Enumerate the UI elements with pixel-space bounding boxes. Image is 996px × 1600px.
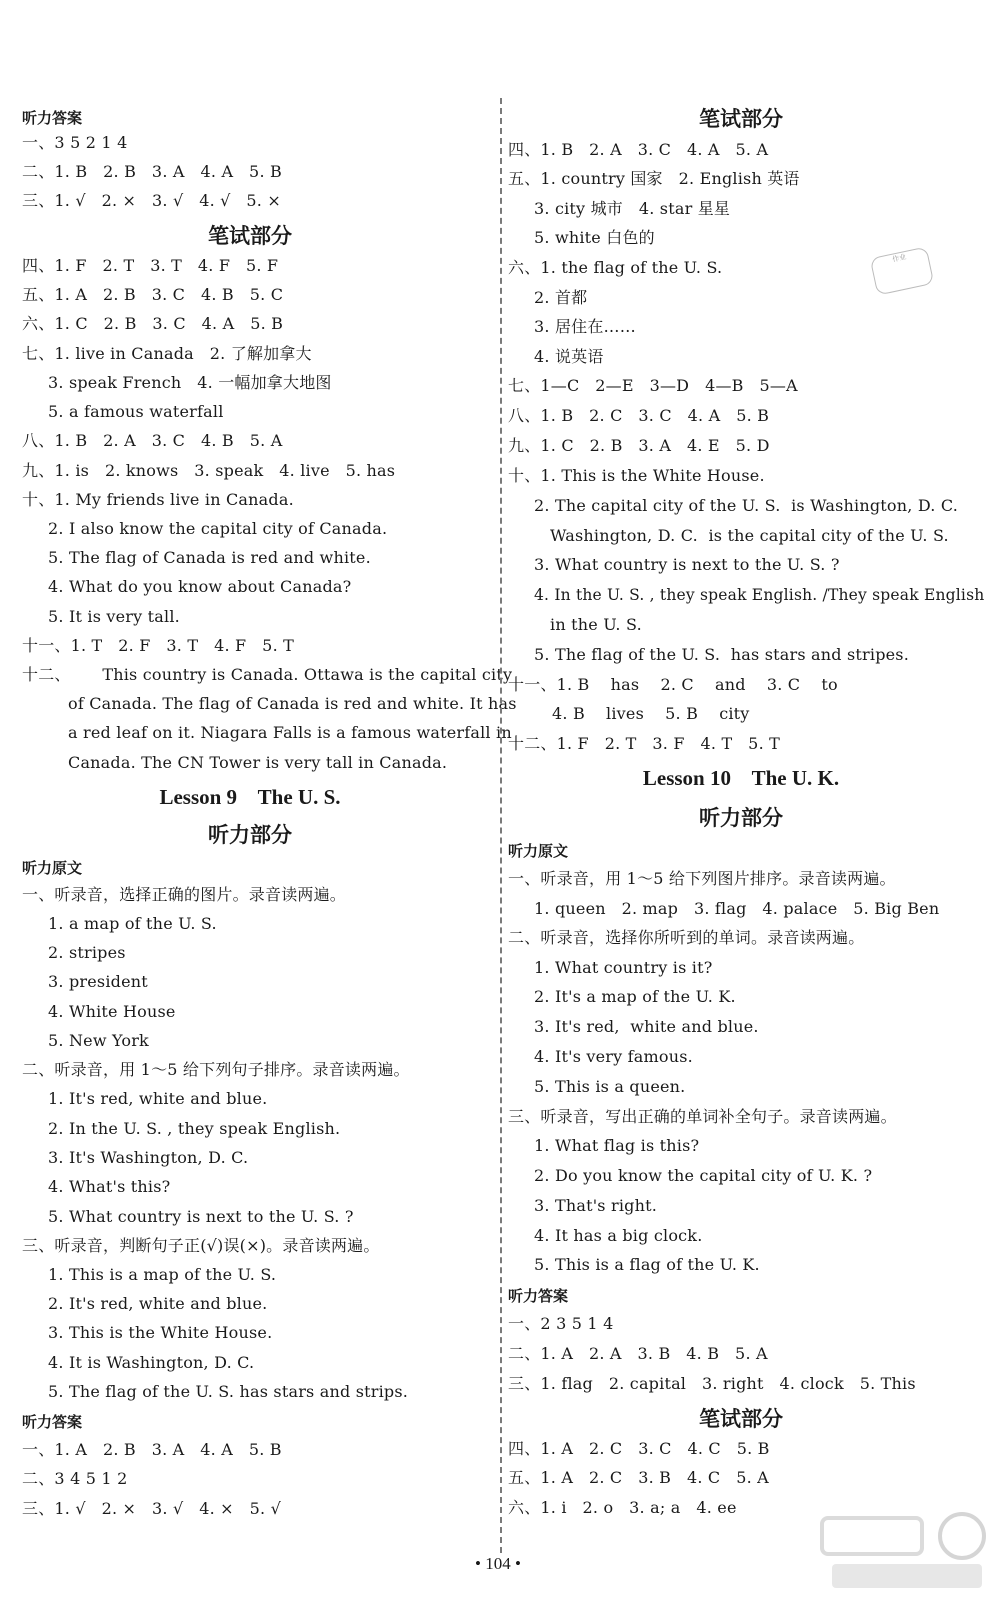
answer-line: 5. a famous waterfall [48,402,224,421]
written-section-heading: 笔试部分 [208,224,292,248]
question-line: 5. This is a flag of the U. K. [534,1255,760,1274]
answer-line: 十二、 This country is Canada. Ottawa is the capital city [22,665,513,684]
answer-line: 3. What country is next to the U. S. ? [534,555,840,574]
question-line: 3. It's Washington, D. C. [48,1148,249,1167]
answer-line: 三、1. √ 2. × 3. √ 4. × 5. √ [22,1499,281,1518]
page-number: • 104 • [475,1554,521,1573]
answer-line: 五、1. country 国家 2. English 英语 [508,169,800,188]
answer-line: 二、1. A 2. A 3. B 4. B 5. A [508,1344,768,1363]
question-line: 4. It's very famous. [534,1047,693,1066]
answer-line: 4. In the U. S. , they speak English. /They speak English [534,586,985,604]
answer-line: 十二、1. F 2. T 3. F 4. T 5. T [508,734,781,753]
answer-line: 2. The capital city of the U. S. is Washington, D. C. [534,496,959,515]
question-line: 一、听录音，选择正确的图片。录音读两遍。 [22,885,347,904]
answer-line: 3. city 城市 4. star 星星 [534,199,731,218]
written-section-heading: 笔试部分 [699,1407,783,1431]
answer-line: 5. The flag of the U. S. has stars and stripes. [534,645,910,664]
watermark-logo [812,1506,992,1596]
answer-line: 2. I also know the capital city of Canada. [48,519,388,538]
question-line: 二、听录音，选择你所听到的单词。录音读两遍。 [508,928,865,947]
lesson-10-title: Lesson 10 The U. K. [642,766,840,790]
question-line: 5. This is a queen. [534,1077,686,1096]
lesson-9-title: Lesson 9 The U. S. [159,785,341,809]
question-line: 3. This is the White House. [48,1323,273,1342]
answer-line: 五、1. A 2. B 3. C 4. B 5. C [22,285,284,304]
answer-line: 六、1. the flag of the U. S. [508,258,723,277]
answer-line: 八、1. B 2. A 3. C 4. B 5. A [22,431,283,450]
stamp-text: 作业 [891,252,907,264]
answer-line: 二、1. B 2. B 3. A 4. A 5. B [22,162,282,181]
question-line: 4. White House [48,1002,176,1021]
stamp-logo [870,246,935,295]
answer-line: 十、1. This is the White House. [508,466,765,485]
answer-line: 二、3 4 5 1 2 [22,1469,128,1488]
listening-text-heading: 听力原文 [508,842,569,860]
answer-line: 5. It is very tall. [48,607,180,626]
answer-line: 4. B lives 5. B city [552,704,750,723]
answer-line: of Canada. The flag of Canada is red and white. It has [68,694,517,713]
question-line: 三、听录音，写出正确的单词补全句子。录音读两遍。 [508,1107,897,1126]
question-line: 2. stripes [48,943,126,962]
answer-line: Canada. The CN Tower is very tall in Canada. [68,753,448,772]
answer-line: 5. white 白色的 [534,228,655,247]
answer-line: 四、1. B 2. A 3. C 4. A 5. A [508,140,769,159]
answer-line: 十、1. My friends live in Canada. [22,490,294,509]
question-line: 一、听录音，用 1～5 给下列图片排序。录音读两遍。 [508,869,896,888]
answer-line: 八、1. B 2. C 3. C 4. A 5. B [508,406,770,425]
answer-line: 四、1. F 2. T 3. T 4. F 5. F [22,256,279,275]
question-line: 4. What's this? [48,1177,171,1196]
answer-line: 4. What do you know about Canada? [48,577,352,596]
question-line: 2. It's a map of the U. K. [534,987,736,1006]
answer-line: 五、1. A 2. C 3. B 4. C 5. A [508,1468,769,1487]
question-line: 1. What country is it? [534,958,713,977]
listening-answers-heading: 听力答案 [508,1287,569,1305]
question-line: 3. It's red, white and blue. [534,1017,759,1036]
answer-line: 九、1. is 2. knows 3. speak 4. live 5. has [22,461,396,480]
answer-line: 3. 居住在…… [534,317,636,336]
question-line: 1. queen 2. map 3. flag 4. palace 5. Big Ben [534,899,940,918]
written-section-heading: 笔试部分 [699,107,783,131]
question-line: 二、听录音，用 1～5 给下列句子排序。录音读两遍。 [22,1060,410,1079]
answer-line: 5. The flag of Canada is red and white. [48,548,371,567]
question-line: 2. In the U. S. , they speak English. [48,1119,341,1138]
listening-answers-heading: 听力答案 [22,1413,83,1431]
answer-line: 一、2 3 5 1 4 [508,1314,614,1333]
answer-line: 三、1. flag 2. capital 3. right 4. clock 5. This [508,1374,916,1393]
answer-line: in the U. S. [550,615,642,634]
question-line: 1. This is a map of the U. S. [48,1265,277,1284]
answer-line: 七、1. live in Canada 2. 了解加拿大 [22,344,312,363]
question-line: 三、听录音，判断句子正(√)误(×)。录音读两遍。 [22,1236,380,1255]
question-line: 4. It is Washington, D. C. [48,1353,255,1372]
question-line: 2. It's red, white and blue. [48,1294,268,1313]
listening-section-heading: 听力部分 [208,823,292,847]
answer-line: 一、1. A 2. B 3. A 4. A 5. B [22,1440,282,1459]
answer-line: a red leaf on it. Niagara Falls is a famous waterfall in [68,723,512,742]
answer-line: 七、1—C 2—E 3—D 4—B 5—A [508,376,798,395]
answer-line: Washington, D. C. is the capital city of the U. S. [550,526,949,545]
answer-line: 2. 首都 [534,288,588,307]
question-line: 1. a map of the U. S. [48,914,217,933]
answer-line: 一、3 5 2 1 4 [22,133,128,152]
question-line: 5. The flag of the U. S. has stars and strips. [48,1382,409,1401]
answer-line: 四、1. A 2. C 3. C 4. C 5. B [508,1439,770,1458]
answer-line: 三、1. √ 2. × 3. √ 4. √ 5. × [22,191,281,210]
question-line: 1. What flag is this? [534,1136,700,1155]
answer-line: 九、1. C 2. B 3. A 4. E 5. D [508,436,770,455]
listening-section-heading: 听力部分 [699,806,783,830]
question-line: 3. president [48,972,148,991]
listening-answers-heading: 听力答案 [22,109,83,127]
listening-text-heading: 听力原文 [22,859,83,877]
question-line: 4. It has a big clock. [534,1226,703,1245]
question-line: 5. New York [48,1031,149,1050]
answer-line: 六、1. C 2. B 3. C 4. A 5. B [22,314,284,333]
question-line: 5. What country is next to the U. S. ? [48,1207,354,1226]
answer-line: 4. 说英语 [534,347,604,366]
question-line: 2. Do you know the capital city of U. K. ? [534,1166,873,1185]
answer-line: 3. speak French 4. 一幅加拿大地图 [48,373,332,392]
answer-line: 十一、1. B has 2. C and 3. C to [508,675,838,694]
question-line: 3. That's right. [534,1196,658,1215]
answer-line: 六、1. i 2. o 3. a; a 4. ee [508,1498,737,1517]
column-divider [500,98,502,1553]
answer-line: 十一、1. T 2. F 3. T 4. F 5. T [22,636,295,655]
question-line: 1. It's red, white and blue. [48,1089,268,1108]
